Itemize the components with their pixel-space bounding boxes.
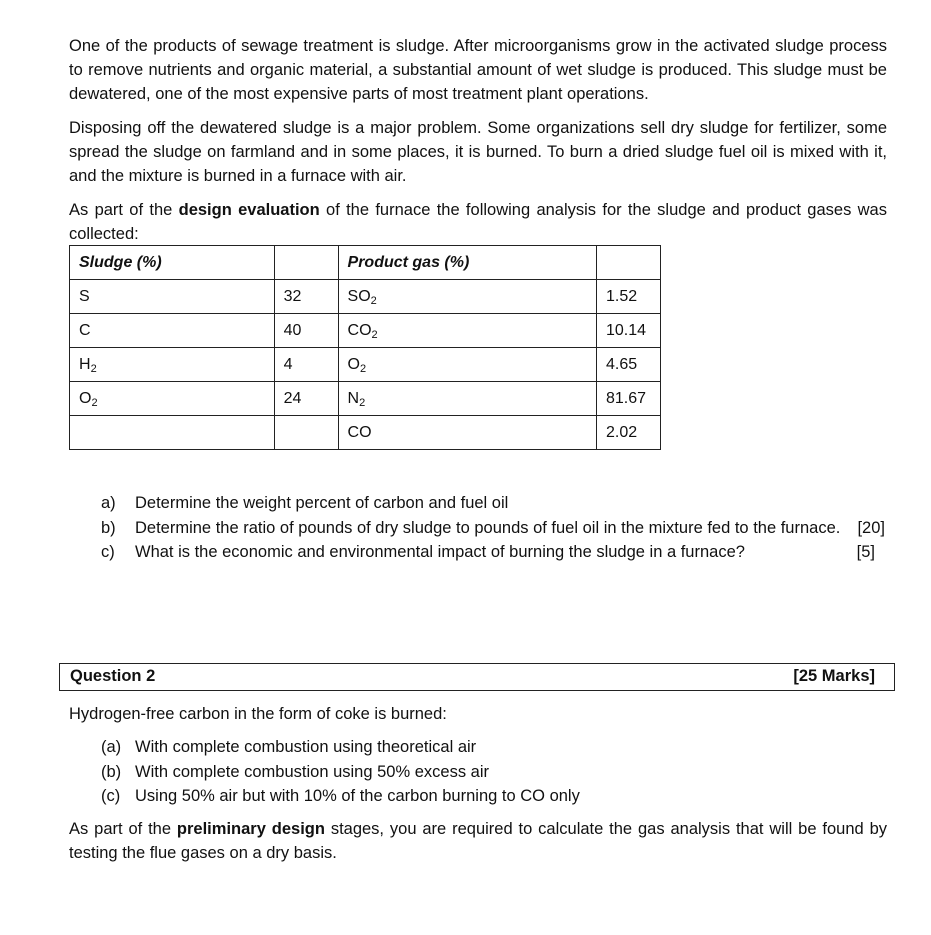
sludge-header: Sludge (%): [70, 246, 275, 280]
paragraph-sludge-intro: One of the products of sewage treatment is sludge. After microorganisms grow in the activated sludge process to remove nutrients and organic material, a substantial amount of wet sludge is produced. This sludge must be dewatered, one of the most expensive parts of most treatment plant operations.: [69, 37, 887, 103]
part-label: b): [101, 518, 116, 537]
table-row: [70, 416, 661, 450]
question2-header: [59, 663, 895, 691]
question2-title: Question 2: [70, 667, 156, 685]
table-header-row: [70, 246, 661, 280]
sludge-component: [70, 416, 275, 450]
gas-value: 4.65: [596, 348, 660, 382]
gas-component: CO: [338, 416, 596, 450]
part-text: With complete combustion using 50% excess air: [135, 762, 489, 781]
list-item: [101, 516, 887, 541]
paragraph-sludge-disposal: Disposing off the dewatered sludge is a major problem. Some organizations sell dry sludge for fertilizer, some spread the sludge on farmland and in some places, it is burned. To burn a dried sludge fuel oil is mixed with it, and the mixture is burned in a furnace with air.: [69, 119, 887, 185]
sludge-component: $H_2$: [70, 348, 275, 382]
part-label: (c): [101, 787, 121, 805]
table-cell: [274, 246, 338, 280]
part-text: With complete combustion using theoretical air: [135, 738, 477, 756]
list-item: [101, 540, 887, 565]
gas-value: 10.14: [596, 314, 660, 348]
table-row: [70, 348, 661, 382]
marks-label: [5]: [856, 543, 875, 561]
gas-component: $SO_2$: [338, 280, 596, 314]
sludge-component: S: [70, 280, 275, 314]
question2-outro: As part of the preliminary design stages, you are required to calculate the gas analysis that will be found by testing the flue gases on a dry basis.: [69, 820, 887, 862]
question2-parts: [101, 735, 887, 809]
question2-marks: [25 Marks]: [793, 667, 875, 685]
part-text: Using 50% air but with 10% of the carbon burning to CO only: [135, 787, 580, 805]
preliminary-design-bold: preliminary design: [176, 820, 325, 838]
part-label: (a): [101, 738, 122, 756]
list-item: [101, 735, 887, 760]
question1-parts: [101, 491, 887, 565]
analysis-table: [69, 245, 661, 450]
part-text: Determine the ratio of pounds of dry sludge to pounds of fuel oil in the mixture fed to the furnace.: [135, 518, 841, 537]
sludge-value: 40: [274, 314, 338, 348]
table-row: [70, 314, 661, 348]
table-row: [70, 280, 661, 314]
sludge-value: [274, 416, 338, 450]
gas-component: $N_2$: [338, 382, 596, 416]
table-row: [70, 382, 661, 416]
sludge-value: 4: [274, 348, 338, 382]
design-evaluation-bold: design evaluation: [178, 201, 320, 219]
marks-label: [20]: [857, 518, 885, 537]
part-text: Determine the weight percent of carbon and fuel oil: [135, 494, 509, 512]
gas-component: $O_2$: [338, 348, 596, 382]
gas-value: 1.52: [596, 280, 660, 314]
list-item: [101, 784, 887, 809]
part-label: (b): [101, 762, 122, 781]
paragraph-design-evaluation: As part of the design evaluation of the furnace the following analysis for the sludge and product gases was collected:: [69, 201, 887, 243]
sludge-component: C: [70, 314, 275, 348]
sludge-component: $O_2$: [70, 382, 275, 416]
part-text: What is the economic and environmental impact of burning the sludge in a furnace?: [135, 543, 745, 561]
list-item: [101, 760, 887, 785]
part-label: c): [101, 543, 115, 561]
list-item: [101, 491, 887, 516]
part-label: a): [101, 494, 116, 512]
sludge-value: 32: [274, 280, 338, 314]
gas-value: 81.67: [596, 382, 660, 416]
table-cell: [596, 246, 660, 280]
product-gas-header: Product gas (%): [338, 246, 596, 280]
gas-value: 2.02: [596, 416, 660, 450]
question2-intro: Hydrogen-free carbon in the form of coke is burned:: [69, 705, 447, 723]
sludge-value: 24: [274, 382, 338, 416]
gas-component: $CO_2$: [338, 314, 596, 348]
